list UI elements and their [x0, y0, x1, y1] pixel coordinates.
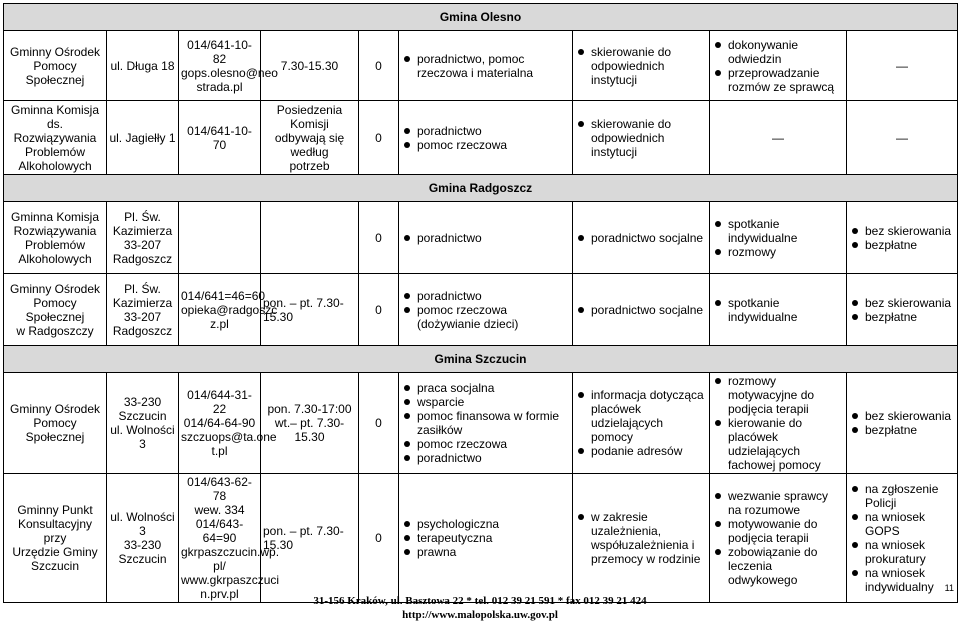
fee-value: 0 — [359, 101, 399, 175]
list-item: bez skierowania — [849, 409, 955, 423]
list-item: poradnictwo, pomoc rzeczowa i materialna — [401, 52, 570, 80]
list-item: bezpłatne — [849, 310, 955, 324]
bullet-list — [401, 289, 570, 331]
institution-address: ul. Jagiełły 1 — [107, 101, 179, 175]
referral-cell — [573, 274, 710, 346]
rules-cell: — — [847, 31, 958, 101]
list-item: pomoc rzeczowa — [401, 138, 570, 152]
list-item: bez skierowania — [849, 296, 955, 310]
referral-cell — [573, 202, 710, 274]
table-row — [4, 373, 958, 474]
opening-hours: pon. – pt. 7.30-15.30 — [261, 474, 359, 603]
list-item: poradnictwo — [401, 451, 570, 465]
list-item: skierowanie do odpowiednich instytucji — [575, 45, 707, 87]
list-item: bezpłatne — [849, 238, 955, 252]
bullet-list — [849, 409, 955, 437]
list-item: w zakresie uzależnienia, współuzależnienia i przemocy w rodzinie — [575, 510, 707, 566]
institution-address: ul. Długa 18 — [107, 31, 179, 101]
section-title: Gmina Olesno — [4, 4, 958, 31]
table-row — [4, 101, 958, 175]
institution-name: Gminny Ośrodek Pomocy Społecznej w Radgoszczy — [4, 274, 107, 346]
list-item: wsparcie — [401, 395, 570, 409]
bullet-list — [575, 45, 707, 87]
list-item: zobowiązanie do leczenia odwykowego — [712, 545, 844, 587]
list-item: terapeutyczna — [401, 531, 570, 545]
list-item: na wniosek GOPS — [849, 510, 955, 538]
bullet-list — [712, 296, 844, 324]
opening-hours: 7.30-15.30 — [261, 31, 359, 101]
institution-contact: 014/644-31-22 014/64-64-90 szczuops@ta.one t.pl — [179, 373, 261, 474]
list-item: pomoc finansowa w formie zasiłków — [401, 409, 570, 437]
referral-cell — [573, 101, 710, 175]
activities-cell — [710, 274, 847, 346]
institution-contact: 014/641-10-70 — [179, 101, 261, 175]
activities-cell — [710, 202, 847, 274]
list-item: skierowanie do odpowiednich instytucji — [575, 117, 707, 159]
forms-of-help — [399, 202, 573, 274]
bullet-list — [401, 517, 570, 559]
bullet-list — [712, 374, 844, 472]
list-item: prawna — [401, 545, 570, 559]
bullet-list — [712, 489, 844, 587]
section-header-szczucin — [4, 346, 958, 373]
list-item: podanie adresów — [575, 444, 707, 458]
forms-of-help — [399, 31, 573, 101]
section-header-olesno — [4, 4, 958, 31]
referral-cell — [573, 373, 710, 474]
rules-cell — [847, 202, 958, 274]
activities-cell — [710, 31, 847, 101]
bullet-list — [401, 52, 570, 80]
bullet-list — [575, 117, 707, 159]
fee-value: 0 — [359, 274, 399, 346]
list-item: praca socjalna — [401, 381, 570, 395]
page-number: 11 — [944, 583, 954, 593]
institution-name: Gminna Komisja ds. Rozwiązywania Problemów Alkoholowych — [4, 101, 107, 175]
fee-value: 0 — [359, 31, 399, 101]
list-item: bezpłatne — [849, 423, 955, 437]
list-item: poradnictwo — [401, 231, 570, 245]
institution-contact: 014/641=46=60 opieka@radgoszc z.pl — [179, 274, 261, 346]
bullet-list — [401, 124, 570, 152]
institution-contact — [179, 202, 261, 274]
forms-of-help — [399, 274, 573, 346]
opening-hours: Posiedzenia Komisji odbywają się według potrzeb — [261, 101, 359, 175]
list-item: poradnictwo — [401, 289, 570, 303]
list-item: na zgłoszenie Policji — [849, 482, 955, 510]
list-item: bez skierowania — [849, 224, 955, 238]
bullet-list — [849, 482, 955, 594]
activities-cell — [710, 373, 847, 474]
list-item: poradnictwo socjalne — [575, 231, 707, 245]
table-row — [4, 274, 958, 346]
institution-name: Gminny Ośrodek Pomocy Społecznej — [4, 373, 107, 474]
fee-value: 0 — [359, 474, 399, 603]
bullet-list — [712, 217, 844, 259]
bullet-list — [575, 303, 707, 317]
institution-name: Gminny Punkt Konsultacyjny przy Urzędzie Gminy Szczucin — [4, 474, 107, 603]
list-item: spotkanie indywidualne — [712, 217, 844, 245]
forms-of-help — [399, 474, 573, 603]
rules-cell — [847, 373, 958, 474]
bullet-list — [575, 388, 707, 458]
opening-hours: pon. – pt. 7.30-15.30 — [261, 274, 359, 346]
bullet-list — [401, 231, 570, 245]
bullet-list — [849, 224, 955, 252]
institution-name: Gminna Komisja Rozwiązywania Problemów Alkoholowych — [4, 202, 107, 274]
section-header-radgoszcz — [4, 175, 958, 202]
page-footer — [0, 594, 960, 622]
institution-contact: 014/643-62-78 wew. 334 014/643-64=90 gkrpaszczucin.wp. pl/ www.gkrpaszczuci n.prv.pl — [179, 474, 261, 603]
fee-value: 0 — [359, 373, 399, 474]
institution-contact: 014/641-10-82 gops.olesno@neo strada.pl — [179, 31, 261, 101]
institutions-table — [3, 3, 958, 603]
section-title: Gmina Radgoszcz — [4, 175, 958, 202]
bullet-list — [401, 381, 570, 465]
footer-url: http://www.malopolska.uw.gov.pl — [402, 609, 558, 621]
rules-cell — [847, 274, 958, 346]
activities-cell — [710, 474, 847, 603]
forms-of-help — [399, 373, 573, 474]
list-item: psychologiczna — [401, 517, 570, 531]
referral-cell — [573, 31, 710, 101]
list-item: wezwanie sprawcy na rozumowe — [712, 489, 844, 517]
institution-address: ul. Wolności 3 33-230 Szczucin — [107, 474, 179, 603]
list-item: poradnictwo — [401, 124, 570, 138]
opening-hours — [261, 202, 359, 274]
table-row — [4, 202, 958, 274]
list-item: poradnictwo socjalne — [575, 303, 707, 317]
forms-of-help — [399, 101, 573, 175]
institution-address: Pl. Św. Kazimierza 33-207 Radgoszcz — [107, 274, 179, 346]
list-item: kierowanie do placówek udzielających fachowej pomocy — [712, 416, 844, 472]
bullet-list — [575, 510, 707, 566]
list-item: motywowanie do podjęcia terapii — [712, 517, 844, 545]
institution-address: Pl. Św. Kazimierza 33-207 Radgoszcz — [107, 202, 179, 274]
rules-cell: — — [847, 101, 958, 175]
list-item: informacja dotycząca placówek udzielających pomocy — [575, 388, 707, 444]
list-item: rozmowy — [712, 245, 844, 259]
list-item: pomoc rzeczowa (dożywianie dzieci) — [401, 303, 570, 331]
footer-address: 31-156 Kraków, ul. Basztowa 22 * tel. 012 39 21 591 * fax 012 39 21 424 — [313, 595, 647, 607]
list-item: na wniosek indywidualny — [849, 566, 955, 594]
table-row — [4, 474, 958, 603]
bullet-list — [712, 38, 844, 94]
list-item: spotkanie indywidualne — [712, 296, 844, 324]
activities-cell: — — [710, 101, 847, 175]
list-item: pomoc rzeczowa — [401, 437, 570, 451]
list-item: rozmowy motywacyjne do podjęcia terapii — [712, 374, 844, 416]
institution-name: Gminny Ośrodek Pomocy Społecznej — [4, 31, 107, 101]
section-title: Gmina Szczucin — [4, 346, 958, 373]
bullet-list — [575, 231, 707, 245]
table-row — [4, 31, 958, 101]
rules-cell — [847, 474, 958, 603]
opening-hours: pon. 7.30-17:00 wt.– pt. 7.30-15.30 — [261, 373, 359, 474]
list-item: dokonywanie odwiedzin — [712, 38, 844, 66]
fee-value: 0 — [359, 202, 399, 274]
referral-cell — [573, 474, 710, 603]
list-item: przeprowadzanie rozmów ze sprawcą — [712, 66, 844, 94]
bullet-list — [849, 296, 955, 324]
institution-address: 33-230 Szczucin ul. Wolności 3 — [107, 373, 179, 474]
list-item: na wniosek prokuratury — [849, 538, 955, 566]
